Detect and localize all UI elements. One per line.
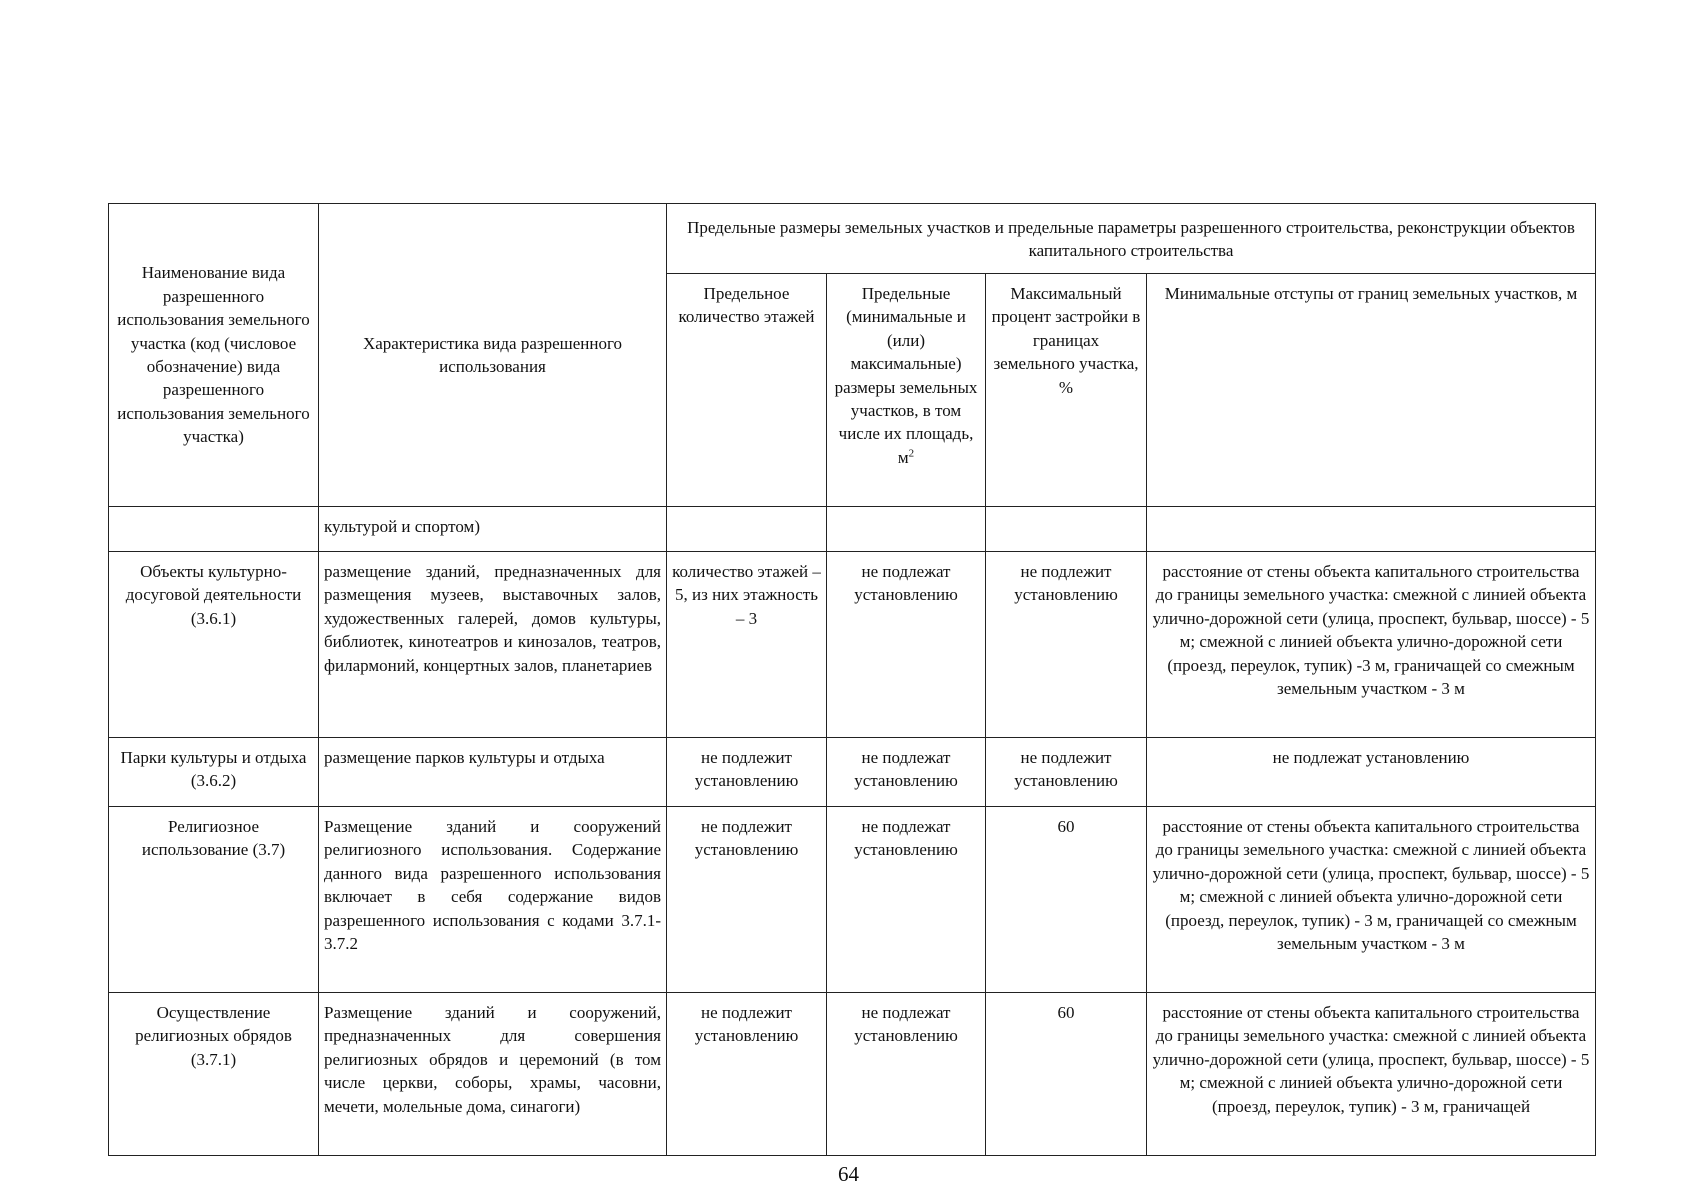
header-sizes-column [827, 274, 986, 507]
table-row [109, 993, 1596, 1156]
table-row [109, 738, 1596, 807]
cell-setbacks: не подлежат установлению [1147, 738, 1596, 807]
header-floors-column: Предельное количество этажей [667, 274, 827, 507]
cell-sizes: не подлежат установлению [827, 738, 986, 807]
cell-sizes [827, 507, 986, 552]
cell-name: Осуществление религиозных обрядов (3.7.1) [109, 993, 319, 1156]
cell-percent: 60 [986, 993, 1147, 1156]
page-number: 64 [838, 1162, 859, 1186]
cell-floors: не подлежит установлению [667, 807, 827, 993]
table-row [109, 552, 1596, 738]
header-name-column: Наименование вида разрешенного использования земельного участка (код (числовое обозначение) вида разрешенного использования земельного участка) [109, 204, 319, 507]
cell-characteristic: Размещение зданий и сооружений, предназначенных для совершения религиозных обрядов и церемоний (в том числе церкви, соборы, храмы, часовни, мечети, молельные дома, синагоги) [319, 993, 667, 1156]
cell-name: Религиозное использование (3.7) [109, 807, 319, 993]
header-setbacks-column: Минимальные отступы от границ земельных участков, м [1147, 274, 1596, 507]
cell-percent [986, 507, 1147, 552]
header-sizes-text: Предельные (минимальные и (или) максимальные) размеры земельных участков, в том числе их площадь, м [834, 284, 978, 467]
header-percent-column: Максимальный процент застройки в границах земельного участка, % [986, 274, 1147, 507]
cell-sizes: не подлежат установлению [827, 807, 986, 993]
header-sizes-superscript: 2 [908, 447, 915, 460]
cell-percent: не подлежит установлению [986, 552, 1147, 738]
cell-characteristic: размещение зданий, предназначенных для размещения музеев, выставочных залов, художественных галерей, домов культуры, библиотек, кинотеатров и кинозалов, театров, филармоний, концертных залов, планетариев [319, 552, 667, 738]
cell-floors [667, 507, 827, 552]
cell-characteristic: культурой и спортом) [319, 507, 667, 552]
cell-floors: не подлежит установлению [667, 738, 827, 807]
cell-setbacks: расстояние от стены объекта капитального строительства до границы земельного участка: смежной с линией объекта улично-дорожной сети (улица, проспект, бульвар, шоссе) - 5 м; смежной с линией объекта улично-дорожной сети (проезд, переулок, тупик) - 3 м, граничащей со смежным земельным участком - 3 м [1147, 807, 1596, 993]
cell-sizes: не подлежат установлению [827, 552, 986, 738]
cell-percent: не подлежит установлению [986, 738, 1147, 807]
cell-name [109, 507, 319, 552]
cell-sizes: не подлежат установлению [827, 993, 986, 1156]
table-header [109, 204, 1596, 507]
header-group-title: Предельные размеры земельных участков и предельные параметры разрешенного строительства, реконструкции объектов капитального строительства [667, 204, 1596, 274]
cell-characteristic: Размещение зданий и сооружений религиозного использования. Содержание данного вида разрешенного использования включает в себя содержание видов разрешенного использования с кодами 3.7.1-3.7.2 [319, 807, 667, 993]
land-use-table [108, 203, 1596, 1156]
cell-characteristic: размещение парков культуры и отдыха [319, 738, 667, 807]
cell-name: Объекты культурно-досуговой деятельности (3.6.1) [109, 552, 319, 738]
table-row [109, 507, 1596, 552]
header-characteristic-column: Характеристика вида разрешенного использования [319, 204, 667, 507]
cell-name: Парки культуры и отдыха (3.6.2) [109, 738, 319, 807]
table-row [109, 807, 1596, 993]
header-row-1 [109, 204, 1596, 274]
cell-percent: 60 [986, 807, 1147, 993]
cell-setbacks: расстояние от стены объекта капитального строительства до границы земельного участка: смежной с линией объекта улично-дорожной сети (улица, проспект, бульвар, шоссе) - 5 м; смежной с линией объекта улично-дорожной сети (проезд, переулок, тупик) - 3 м, граничащей [1147, 993, 1596, 1156]
table-body [109, 507, 1596, 1156]
cell-setbacks: расстояние от стены объекта капитального строительства до границы земельного участка: смежной с линией объекта улично-дорожной сети (улица, проспект, бульвар, шоссе) - 5 м; смежной с линией объекта улично-дорожной сети (проезд, переулок, тупик) -3 м, граничащей со смежным земельным участком - 3 м [1147, 552, 1596, 738]
cell-floors: не подлежит установлению [667, 993, 827, 1156]
cell-setbacks [1147, 507, 1596, 552]
cell-floors: количество этажей – 5, из них этажность – 3 [667, 552, 827, 738]
